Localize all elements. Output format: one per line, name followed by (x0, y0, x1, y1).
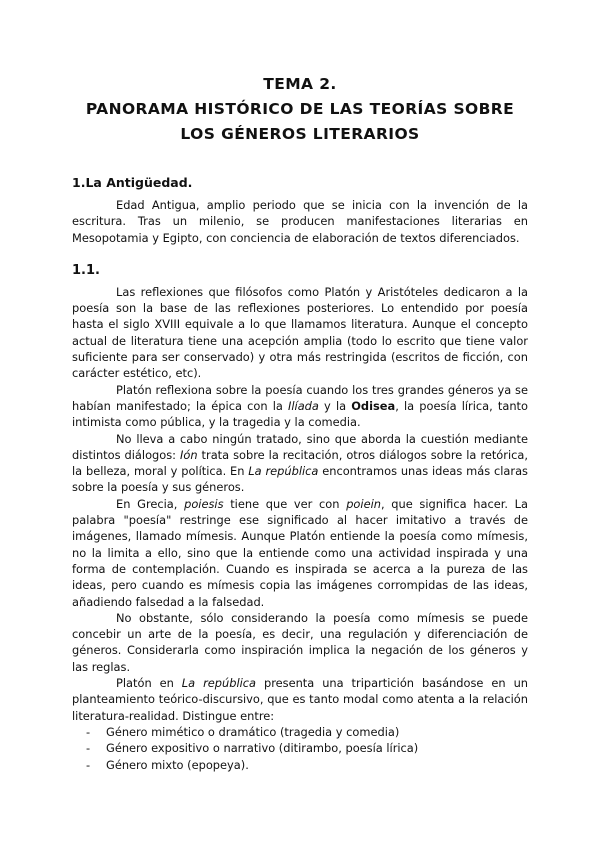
paragraph-mimesis: No obstante, sólo considerando la poesía como mímesis se puede concebir un arte de la poesía, es decir, una regulación y diferenciación de géneros. Considerarla como inspiración implica la negación de los géneros y las reglas. (72, 610, 528, 674)
list-item: - Género expositivo o narrativo (ditirambo, poesía lírica) (86, 740, 528, 756)
list-item: - Género mimético o dramático (tragedia y comedia) (86, 724, 528, 740)
title-iliada: Ilíada (288, 398, 319, 413)
title-odisea: Odisea (351, 398, 396, 413)
section-heading-1-1: 1.1. (72, 262, 100, 278)
title-line-2: PANORAMA HISTÓRICO DE LAS TEORÍAS SOBRE (85, 100, 515, 118)
term-poiesis: poiesis (184, 496, 224, 511)
title-line-1: TEMA 2. (263, 75, 337, 93)
term-poiein: poiein (346, 496, 381, 511)
list-item: - Género mixto (epopeya). (86, 757, 528, 773)
document-title (72, 72, 528, 147)
title-la-republica-2: La república (181, 676, 257, 691)
paragraph-reflexiones: Las reflexiones que filósofos como Platón y Aristóteles dedicaron a la poesía son la base de las reflexiones posteriores. Lo entendido por poesía hasta el siglo XVIII equivale a lo que llamamos literatura. Aunque el concepto actual de literatura tiene una acepción amplia (todo lo escrito que tiene valor suficiente para ser conservado) y otra más restringida (escritos de ficción, con carácter estético, etc). (72, 284, 528, 381)
paragraph-intro: Edad Antigua, amplio periodo que se inicia con la invención de la escritura. Tras un milenio, se producen manifestaciones literarias en Mesopotamia y Egipto, con conciencia de elaboración de textos diferenciados. (72, 198, 528, 245)
title-line-3: LOS GÉNEROS LITERARIOS (180, 125, 420, 143)
genres-list (72, 724, 528, 773)
paragraph-dialogos: No lleva a cabo ningún tratado, sino que aborda la cuestión mediante distintos diálogos: Ión trata sobre la recitación, otros diálogos sobre la retórica, la belleza, moral y política. En La república encontramos unas ideas más claras sobre la poesía y sus géneros. (72, 431, 528, 495)
paragraph-triparticion: Platón en La república presenta una tripartición basándose en un planteamiento teórico-discursivo, que es tanto modal como atenta a la relación literatura-realidad. Distingue entre: (72, 676, 529, 723)
title-la-republica: La república (248, 464, 319, 479)
section-heading-antiguedad: 1.La Antigüedad. (72, 175, 193, 190)
paragraph-poiesis: En Grecia, poiesis tiene que ver con poiein, que significa hacer. La palabra "poesía" restringe ese significado al hacer imitativo a través de imágenes, llamado mímesis. Aunque Platón entiende la poesía como mímesis, no la limita a ello, sino que la entiende como una actividad inspirada y una forma de contemplación. Cuando es inspirada se acerca a la pureza de las ideas, pero cuando es mímesis copia las imágenes corrompidas de las ideas, añadiendo falsedad a la falsedad. (72, 496, 529, 609)
title-ion: Ión (180, 447, 198, 462)
paragraph-platon-generos: Platón reflexiona sobre la poesía cuando los tres grandes géneros ya se habían manifestado; la épica con la Ilíada y la Odisea, la poesía lírica, tanto intimista como pública, y la tragedia y la comedia. (72, 382, 528, 430)
